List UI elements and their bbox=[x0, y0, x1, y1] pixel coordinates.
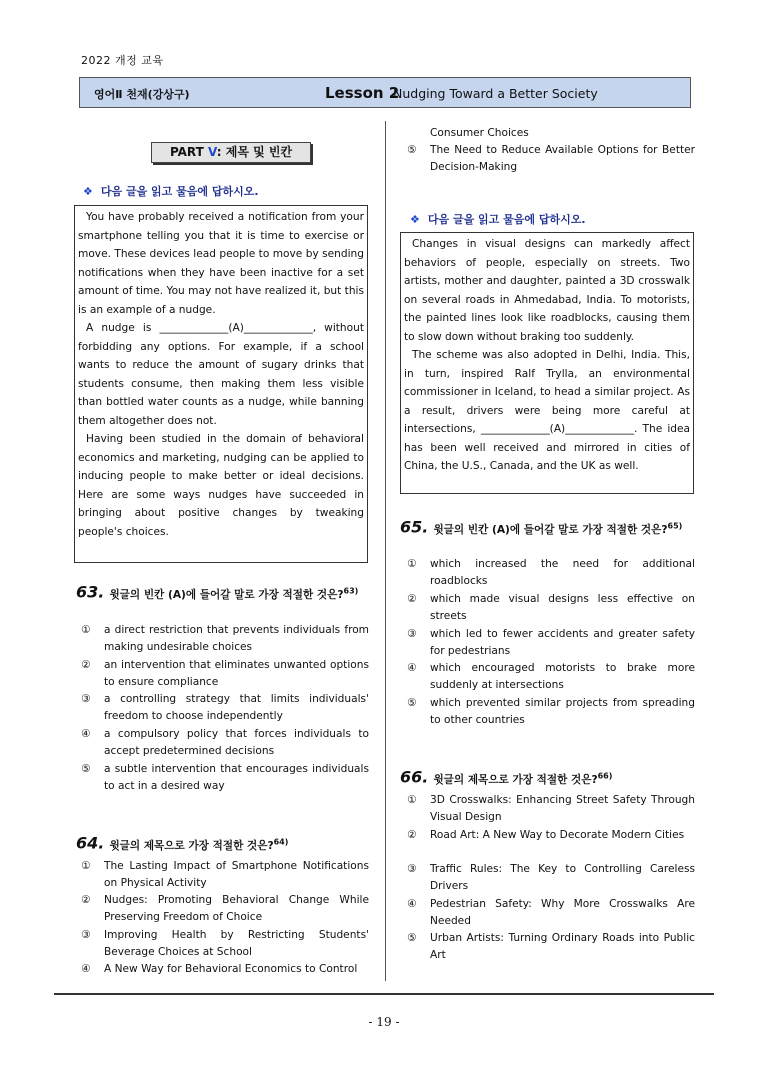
option-64-1[interactable]: ① The Lasting Impact of Smartphone Notifications on Physical Activity bbox=[81, 860, 369, 890]
question-65 bbox=[400, 516, 694, 540]
part-label: PART bbox=[169, 145, 208, 159]
option-63-1[interactable]: ① a direct restriction that prevents individuals from making undesirable choices bbox=[81, 624, 369, 654]
question-number: 64. bbox=[76, 833, 105, 853]
question-number: 63. bbox=[76, 582, 105, 602]
question-number: 65. bbox=[400, 517, 429, 537]
question-text: 윗글의 제목으로 가장 적절한 것은?$^{64)}$ bbox=[109, 837, 289, 852]
diamond-bullet-icon: ❖ bbox=[410, 213, 420, 226]
question-text: 윗글의 빈칸 (A)에 들어갈 말로 가장 적절한 것은?$^{63)}$ bbox=[109, 586, 359, 601]
option-64-4-continued: Consumer Choices bbox=[430, 127, 529, 139]
lesson-number: Lesson 2 bbox=[325, 84, 400, 102]
column-divider bbox=[385, 121, 386, 981]
option-63-2[interactable]: ② an intervention that eliminates unwanted options to ensure compliance bbox=[81, 659, 369, 689]
option-66-5[interactable]: ⑤ Urban Artists: Turning Ordinary Roads into Public Art bbox=[407, 932, 695, 962]
option-65-5[interactable]: ⑤ which prevented similar projects from spreading to other countries bbox=[407, 697, 695, 727]
passage-paragraph: Having been studied in the domain of behavioral economics and marketing, nudging can be applied to inducing people to make better or ideal decisions. Here are some ways nudges have succeeded in bringing about positive changes by tweaking people's choices. bbox=[78, 433, 364, 538]
lesson-banner bbox=[79, 77, 691, 108]
part-roman: V bbox=[208, 145, 217, 159]
passage-2 bbox=[400, 232, 694, 494]
question-text: 윗글의 빈칸 (A)에 들어갈 말로 가장 적절한 것은?$^{65)}$ bbox=[433, 521, 683, 536]
passage-paragraph: You have probably received a notification from your smartphone telling you that it is time to exercise or move. These devices lead people to move by sending notifications when they have been inactive for a set amount of time. You may not have realized it, but this is an example of a nudge. bbox=[78, 211, 364, 316]
option-64-3[interactable]: ③ Improving Health by Restricting Students' Beverage Choices at School bbox=[81, 929, 369, 959]
lesson-title: Nudging Toward a Better Society bbox=[393, 86, 598, 101]
option-65-1[interactable]: ① which increased the need for additional roadblocks bbox=[407, 558, 695, 588]
option-65-2[interactable]: ② which made visual designs less effective on streets bbox=[407, 593, 695, 623]
passage-paragraph: A nudge is _____________(A)_____________, without forbidding any options. For example, if a school wants to reduce the amount of sugary drinks that students consume, then making them less visible than bottled water counts as a nudge, while banning them altogether does not. bbox=[78, 322, 364, 427]
part-subtitle: : 제목 및 빈칸 bbox=[216, 145, 293, 159]
page-number: - 19 - bbox=[368, 1015, 400, 1029]
passage-1 bbox=[74, 205, 368, 563]
footer-rule bbox=[54, 993, 714, 995]
option-66-2[interactable]: ② Road Art: A New Way to Decorate Modern Cities bbox=[407, 829, 685, 841]
option-63-4[interactable]: ④ a compulsory policy that forces individuals to accept predetermined decisions bbox=[81, 728, 369, 758]
question-64 bbox=[76, 832, 370, 856]
question-63 bbox=[76, 581, 370, 605]
passage-paragraph: The scheme was also adopted in Delhi, India. This, in turn, inspired Ralf Trylla, an environmental commissioner in Iceland, to head a similar project. As a result, drivers were being more careful at intersections, _____________(A)_____________. The idea has been well received and mirrored in cities of China, the U.S., Canada, and the UK as well. bbox=[404, 349, 690, 472]
diamond-bullet-icon: ❖ bbox=[83, 185, 93, 198]
option-66-3[interactable]: ③ Traffic Rules: The Key to Controlling Careless Drivers bbox=[407, 863, 695, 893]
option-64-5[interactable]: ⑤ The Need to Reduce Available Options for Better Decision-Making bbox=[407, 144, 695, 174]
passage-paragraph: Changes in visual designs can markedly affect behaviors of people, especially on streets. Two artists, mother and daughter, painted a 3D crosswalk on several roads in Ahmedabad, India. To motorists, the painted lines look like roadblocks, causing them to slow down without braking too suddenly. bbox=[404, 238, 690, 343]
instruction-1: ❖ 다음 글을 읽고 물음에 답하시오. bbox=[83, 185, 259, 198]
option-63-5[interactable]: ⑤ a subtle intervention that encourages individuals to act in a desired way bbox=[81, 763, 369, 793]
question-66 bbox=[400, 766, 694, 790]
subject-label: 영어Ⅱ 천재(강상구) bbox=[94, 88, 190, 101]
footnote-ref: 66) bbox=[597, 771, 613, 780]
question-number: 66. bbox=[400, 767, 429, 787]
instruction-2: ❖ 다음 글을 읽고 물음에 답하시오. bbox=[410, 213, 586, 226]
option-66-4[interactable]: ④ Pedestrian Safety: Why More Crosswalks Are Needed bbox=[407, 898, 695, 928]
option-64-4[interactable]: ④ A New Way for Behavioral Economics to Control bbox=[81, 963, 358, 975]
option-66-1[interactable]: ① 3D Crosswalks: Enhancing Street Safety Through Visual Design bbox=[407, 794, 695, 824]
curriculum-label: 2022 개정 교육 bbox=[81, 54, 164, 67]
option-64-2[interactable]: ② Nudges: Promoting Behavioral Change While Preserving Freedom of Choice bbox=[81, 894, 369, 924]
footnote-ref: 64) bbox=[273, 837, 289, 846]
footnote-ref: 65) bbox=[667, 521, 683, 530]
option-65-4[interactable]: ④ which encouraged motorists to brake more suddenly at intersections bbox=[407, 662, 695, 692]
question-text: 윗글의 제목으로 가장 적절한 것은?$^{66)}$ bbox=[433, 771, 613, 786]
option-63-3[interactable]: ③ a controlling strategy that limits individuals' freedom to choose independently bbox=[81, 693, 369, 723]
footnote-ref: 63) bbox=[343, 586, 359, 595]
part-heading bbox=[151, 142, 311, 163]
option-65-3[interactable]: ③ which led to fewer accidents and greater safety for pedestrians bbox=[407, 628, 695, 658]
